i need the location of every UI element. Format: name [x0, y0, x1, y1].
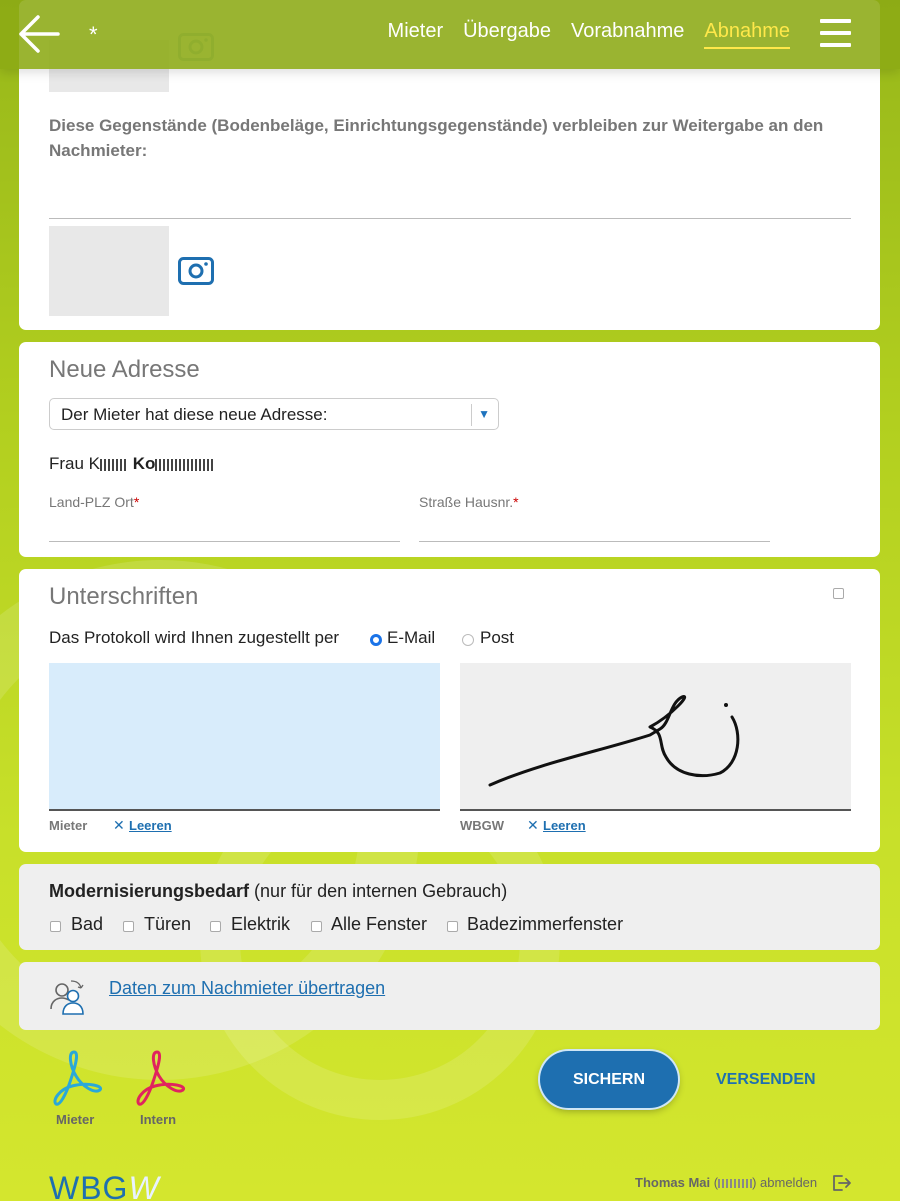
tenant-signature-pad[interactable]: [49, 663, 440, 811]
pdf-tenant-icon[interactable]: [48, 1048, 104, 1108]
select-value: Der Mieter hat diese neue Adresse:: [61, 405, 328, 424]
logout-link[interactable]: abmelden: [760, 1175, 818, 1190]
tenant-signature-label: Mieter: [49, 818, 88, 833]
top-navigation-bar: [0, 0, 900, 69]
user-info: Thomas Mai ( ) abmelden: [635, 1175, 818, 1190]
hamburger-menu-icon[interactable]: [820, 19, 851, 48]
main-tabs: [388, 20, 790, 49]
redacted: [155, 459, 215, 471]
company-logo: WBGW: [49, 1170, 160, 1201]
logout-icon[interactable]: [832, 1174, 852, 1192]
tab-mieter[interactable]: Mieter: [387, 20, 444, 42]
transfer-card: [19, 962, 880, 1030]
checkbox-tueren[interactable]: [123, 921, 134, 932]
section-checkbox[interactable]: [833, 588, 844, 599]
radio-post[interactable]: [462, 634, 474, 646]
clear-x-icon: ✕: [527, 817, 539, 833]
checkbox-tueren-label: Türen: [144, 914, 192, 934]
radio-email[interactable]: [370, 634, 382, 646]
company-signature-label: WBGW: [460, 818, 505, 833]
back-arrow-icon[interactable]: [18, 14, 60, 54]
photo-thumbnail: [49, 226, 169, 316]
tenant-name: Frau K Ko: [49, 454, 215, 474]
save-button[interactable]: SICHERN: [540, 1051, 678, 1108]
address-select[interactable]: [49, 398, 499, 430]
clear-x-icon: ✕: [113, 817, 125, 833]
radio-email-label: E-Mail: [387, 628, 436, 647]
street-input[interactable]: [419, 541, 770, 542]
checkbox-bad[interactable]: [50, 921, 61, 932]
signature-drawing: [460, 663, 851, 811]
dropdown-arrow-icon: ▼: [478, 407, 490, 421]
tab-uebergabe[interactable]: Übergabe: [463, 20, 551, 42]
new-address-card: [19, 342, 880, 557]
redacted: [718, 1179, 752, 1188]
tab-vorabnahme[interactable]: Vorabnahme: [570, 20, 685, 42]
modernization-title: Modernisierungsbedarf (nur für den internen Gebrauch): [49, 881, 508, 901]
radio-post-label: Post: [480, 628, 515, 647]
pdf-internal-label: Intern: [140, 1112, 177, 1127]
signatures-card: [19, 569, 880, 852]
tab-abnahme[interactable]: Abnahme: [704, 20, 790, 49]
checkbox-elektrik-label: Elektrik: [231, 914, 291, 934]
checkbox-alle-fenster-label: Alle Fenster: [331, 914, 428, 934]
checkbox-elektrik[interactable]: [210, 921, 221, 932]
section-title: Unterschriften: [49, 583, 199, 610]
camera-icon[interactable]: [178, 257, 214, 285]
items-input-line[interactable]: [49, 218, 851, 219]
modernization-card: [19, 864, 880, 950]
unsaved-indicator: *: [89, 22, 98, 47]
transfer-to-next-tenant-link[interactable]: Daten zum Nachmieter übertragen: [109, 978, 386, 998]
redacted: [100, 459, 128, 471]
pdf-internal-icon[interactable]: [131, 1048, 187, 1108]
checkbox-bad-label: Bad: [71, 914, 104, 934]
clear-company-signature-button[interactable]: Leeren: [543, 818, 586, 833]
street-field-label: Straße Hausnr.*: [419, 494, 519, 510]
items-description: Diese Gegenstände (Bodenbeläge, Einrichtungsgegenstände) verbleiben zur Weitergabe an den Nachmieter:: [49, 116, 824, 160]
city-field-label: Land-PLZ Ort*: [49, 494, 140, 510]
checkbox-alle-fenster[interactable]: [311, 921, 322, 932]
users-transfer-icon: [49, 979, 85, 1015]
pdf-tenant-label: Mieter: [56, 1112, 95, 1127]
user-name: Thomas Mai: [635, 1175, 711, 1190]
company-signature-pad[interactable]: [460, 663, 851, 811]
checkbox-badezimmerfenster[interactable]: [447, 921, 458, 932]
checkbox-badezimmerfenster-label: Badezimmerfenster: [467, 914, 624, 934]
clear-tenant-signature-button[interactable]: Leeren: [129, 818, 172, 833]
city-input[interactable]: [49, 541, 400, 542]
section-title: Neue Adresse: [49, 356, 200, 383]
delivery-text: Das Protokoll wird Ihnen zugestellt per: [49, 628, 340, 647]
send-button[interactable]: VERSENDEN: [716, 1071, 816, 1088]
